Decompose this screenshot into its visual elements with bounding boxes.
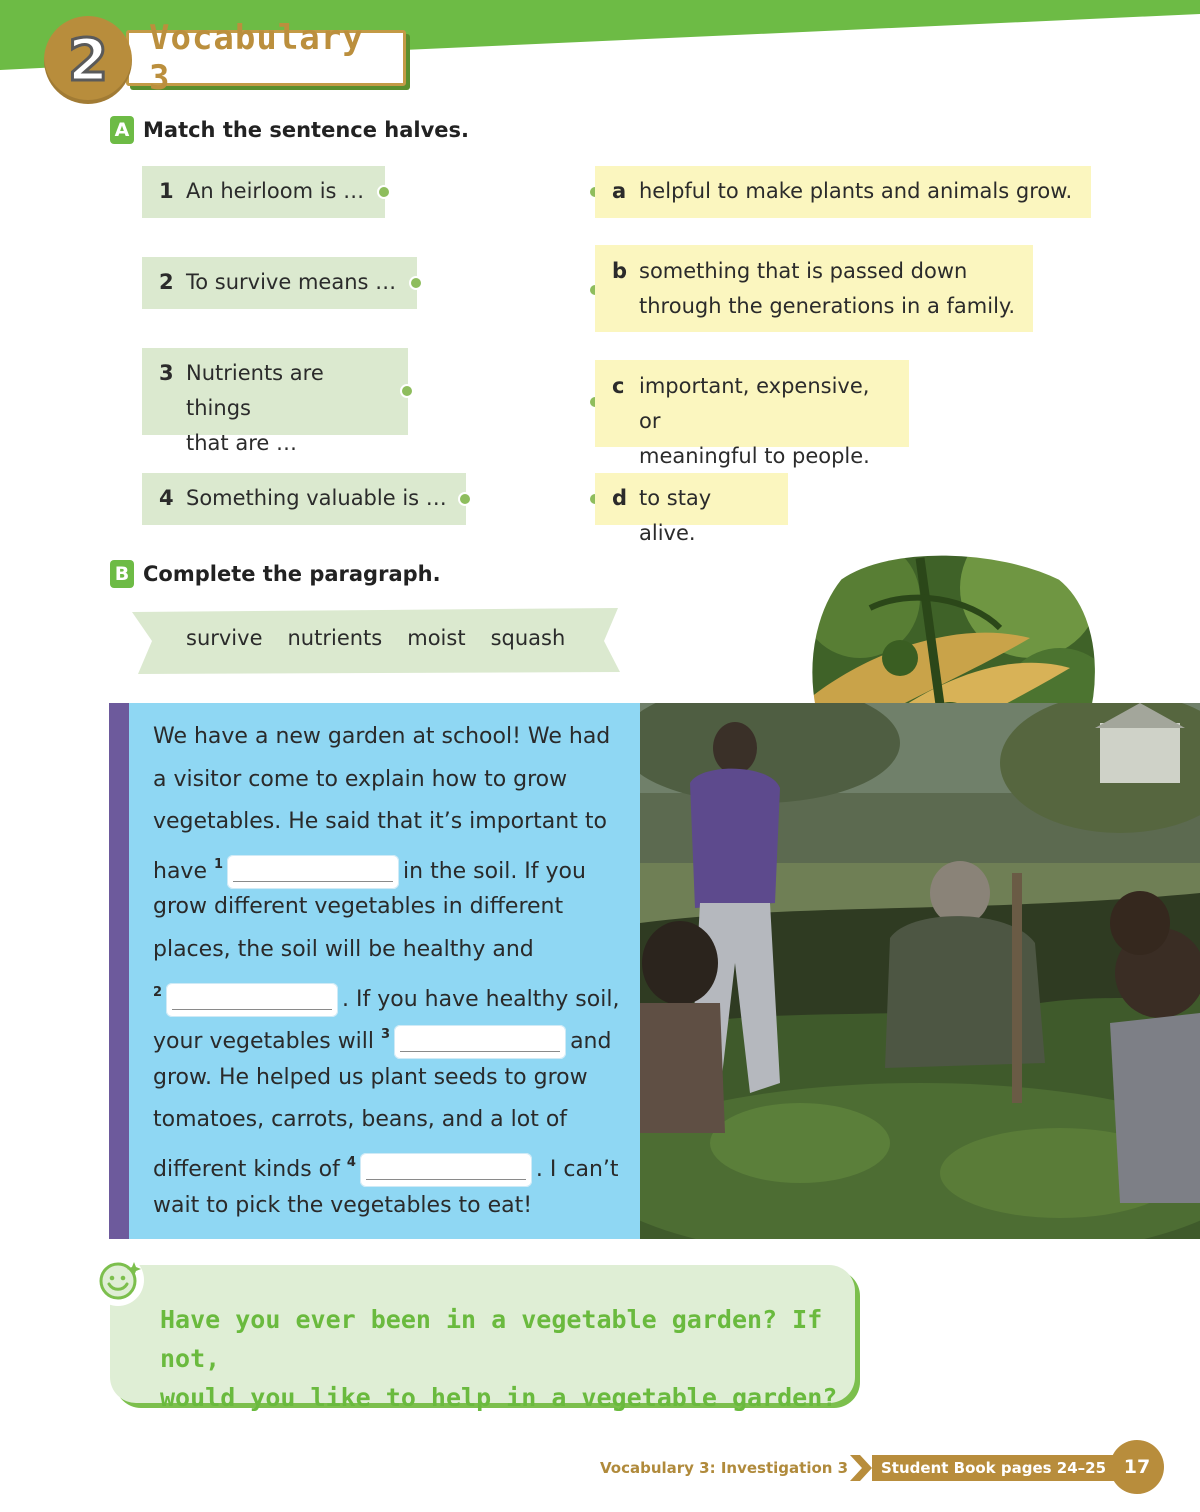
section-b-badge: B: [110, 560, 134, 588]
match-left-item-4: [142, 473, 466, 525]
paragraph-fragment: have: [153, 858, 207, 884]
match-dot-3[interactable]: [400, 384, 414, 398]
word-bank: [186, 620, 565, 656]
footer-student-book-pages: Student Book pages 24–25: [872, 1455, 1115, 1481]
paragraph-line: tomatoes, carrots, beans, and a lot of: [153, 1107, 568, 1133]
blank-input-1[interactable]: [227, 855, 399, 889]
paragraph-fragment: in the soil. If you: [403, 858, 586, 884]
match-dot-1[interactable]: [377, 185, 391, 199]
item-number: 1: [159, 179, 174, 203]
match-right-item-a: [595, 166, 1091, 218]
discussion-question: [160, 1300, 840, 1417]
match-dot-4[interactable]: [458, 492, 472, 506]
item-text-line1: important, expensive, or: [639, 374, 870, 433]
garden-photo: [640, 703, 1200, 1239]
item-letter: b: [612, 259, 628, 283]
paragraph-line: wait to pick the vegetables to eat!: [153, 1192, 533, 1218]
paragraph-line: a visitor come to explain how to grow: [153, 766, 568, 792]
section-b-instruction: Complete the paragraph.: [143, 562, 441, 586]
discussion-line: Have you ever been in a vegetable garden? If not,: [160, 1305, 823, 1373]
paragraph-line: grow. He helped us plant seeds to grow: [153, 1064, 588, 1090]
paragraph-line: [153, 1142, 621, 1185]
word-bank-word: moist: [407, 626, 466, 650]
item-letter: a: [612, 179, 627, 203]
blank-number: 4: [346, 1154, 356, 1170]
page-title: Vocabulary 3: [126, 30, 406, 86]
match-right-item-d: [595, 473, 788, 545]
smiley-icon: [92, 1254, 144, 1306]
item-text: helpful to make plants and animals grow.: [639, 179, 1073, 203]
blank-input-4[interactable]: [360, 1153, 532, 1187]
item-number: 3: [159, 361, 174, 385]
paragraph-line: vegetables. He said that it’s important to: [153, 809, 607, 835]
blank-number: 3: [381, 1027, 391, 1043]
item-text-line1: something that is passed down: [639, 259, 968, 283]
blank-number: 2: [153, 984, 163, 1000]
item-text: to stay alive.: [639, 486, 712, 545]
footer-lesson-label: Vocabulary 3: Investigation 3: [600, 1459, 849, 1477]
paragraph-line: We have a new garden at school! We had: [153, 724, 611, 749]
blank-input-3[interactable]: [394, 1025, 566, 1059]
match-left-item-3: [142, 348, 408, 455]
paragraph-line: grow different vegetables in different: [153, 894, 564, 920]
item-text-line2: through the generations in a family.: [639, 294, 1016, 318]
paragraph-text: [153, 716, 621, 1227]
match-left-item-2: [142, 257, 417, 309]
blank-input-2[interactable]: [166, 983, 338, 1017]
paragraph-line: places, the soil will be healthy and: [153, 936, 534, 962]
blank-number: 1: [213, 856, 224, 872]
item-text-line1: Nutrients are things: [186, 361, 324, 420]
paragraph-line: [153, 972, 621, 1015]
item-text: Something valuable is …: [186, 486, 447, 510]
paragraph-fragment: your vegetables will: [153, 1029, 375, 1055]
paragraph-line: [153, 1014, 621, 1057]
paragraph-strip: [109, 703, 129, 1239]
item-number: 2: [159, 270, 174, 294]
discussion-line: would you like to help in a vegetable garden?: [160, 1383, 838, 1412]
word-bank-word: survive: [186, 626, 263, 650]
paragraph-fragment: and: [570, 1029, 612, 1055]
paragraph-fragment: different kinds of: [153, 1156, 340, 1182]
word-bank-word: nutrients: [287, 626, 383, 650]
smiley-badge: [92, 1254, 144, 1306]
match-dot-2[interactable]: [409, 276, 423, 290]
item-text: To survive means …: [186, 270, 397, 294]
section-a-badge: A: [110, 116, 134, 144]
item-letter: d: [612, 486, 628, 510]
item-text: An heirloom is …: [186, 179, 365, 203]
match-left-item-1: [142, 166, 385, 218]
paragraph-fragment: . If you have healthy soil,: [342, 986, 620, 1012]
item-number: 4: [159, 486, 174, 510]
page-number: 17: [1110, 1440, 1164, 1494]
item-text-line2: that are …: [186, 431, 297, 455]
item-text-line2: meaningful to people.: [639, 444, 870, 468]
paragraph-fragment: . I can’t: [535, 1156, 619, 1182]
word-bank-word: squash: [490, 626, 566, 650]
section-a-instruction: Match the sentence halves.: [143, 118, 470, 142]
paragraph-line: [153, 844, 621, 887]
match-right-item-c: [595, 360, 909, 468]
unit-number-badge: 2: [44, 16, 132, 104]
match-right-item-b: [595, 245, 1033, 332]
item-letter: c: [612, 374, 625, 398]
